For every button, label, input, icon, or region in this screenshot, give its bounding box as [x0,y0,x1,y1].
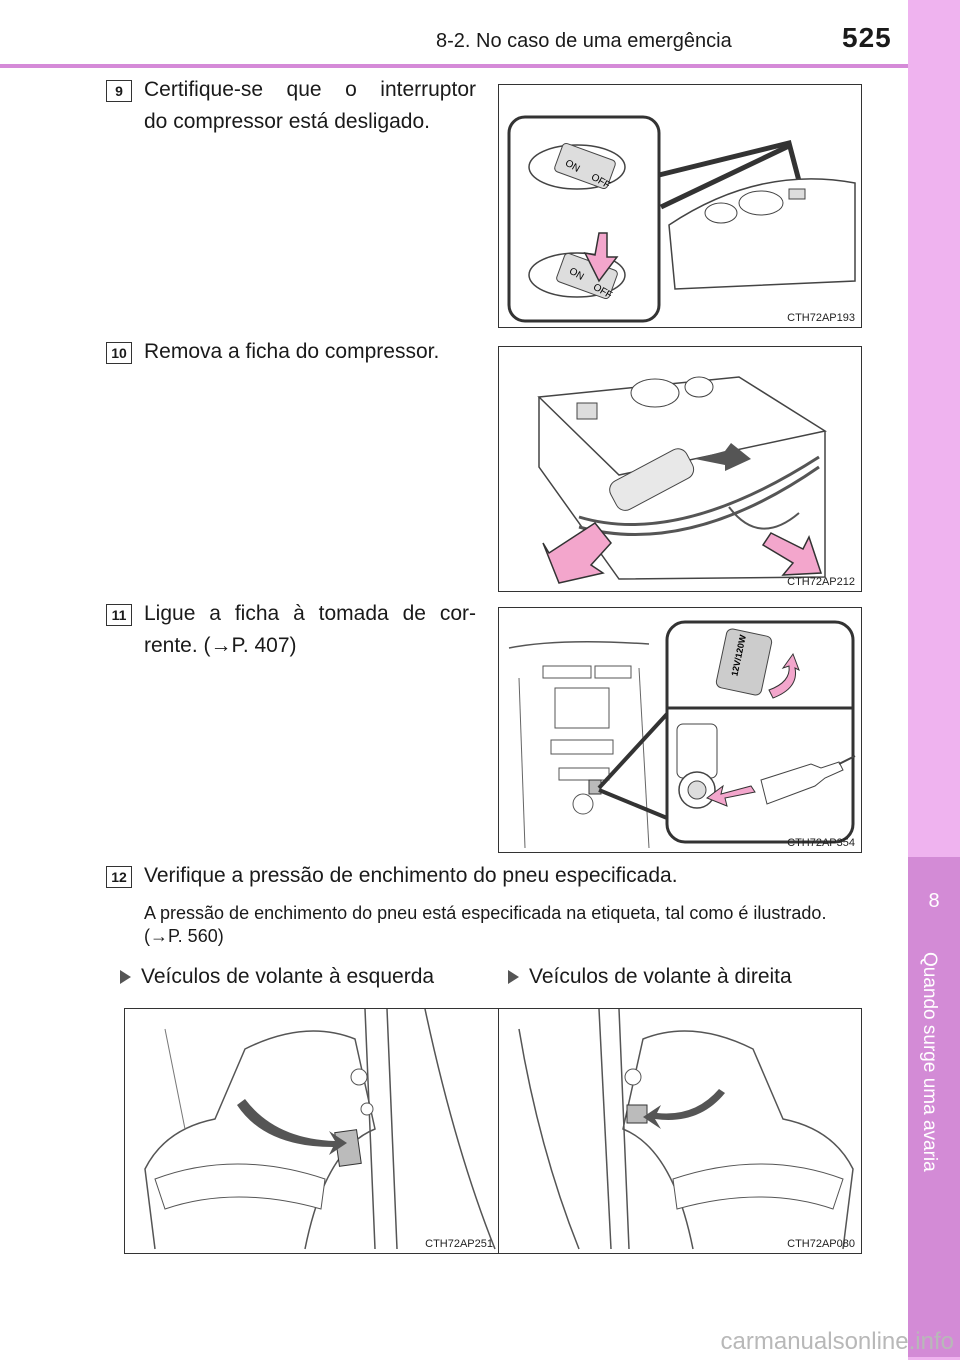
page-number: 525 [842,22,892,53]
figure-right-hand-drive-label [498,1008,862,1254]
figure-code-193: CTH72AP193 [787,312,855,324]
pull-arrow-right-icon [763,533,821,575]
subhead-left-hand-drive [120,965,434,989]
header-divider [0,64,908,68]
step-11-line-2: rente. (→P. 407) [144,634,297,657]
figure-code-212: CTH72AP212 [787,576,855,588]
step-11-text [144,598,476,662]
chapter-number: 8 [928,890,940,912]
step-10-line-1: Remova a ficha do compressor. [144,340,440,363]
step-12-note: A pressão de enchimento do pneu está especificada na etiqueta, tal como é ilustrado. (→P. 560) [144,903,827,946]
step-12-text [144,860,678,892]
section-title: 8-2. No caso de uma emergência [436,30,732,52]
step-12-line-1: Verifique a pressão de enchimento do pneu especificada. [144,864,678,887]
subhead-right-hand-drive [508,965,792,989]
remove-plug-illustration [499,347,862,592]
bullet-triangle-icon [508,970,519,984]
figure-left-hand-drive-label [124,1008,500,1254]
bullet-triangle-icon [120,970,131,984]
watermark: carmanualsonline.info [720,1328,954,1355]
subhead-right-label: Veículos de volante à direita [529,965,792,988]
figure-code-080: CTH72AP080 [787,1238,855,1250]
step-10-text [144,336,439,368]
step-number-9: 9 [106,80,132,102]
step-9-line-1: Certifique-se que o interruptor [144,78,476,101]
right-door-pillar-illustration [499,1009,862,1254]
figure-code-251: CTH72AP251 [425,1238,493,1250]
pull-arrow-left-icon [543,523,611,583]
switch-on-label-top: ON [563,157,582,175]
left-door-pillar-illustration [125,1009,500,1254]
step-number-11: 11 [106,604,132,626]
step-9-text [144,74,476,138]
switch-off-label-top: OFF [589,171,612,192]
figure-compressor-switch [498,84,862,328]
compressor-switch-illustration [499,85,862,328]
socket-cap-label: 12V/120W [729,633,748,678]
figure-power-outlet [498,607,862,853]
subhead-left-label: Veículos de volante à esquerda [141,965,435,988]
switch-on-label-bottom: ON [567,265,586,283]
power-outlet-illustration [499,608,862,853]
step-number-12: 12 [106,866,132,888]
figure-code-354: CTH72AP354 [787,837,855,849]
chapter-title: Quando surge uma avaria [919,952,940,1172]
switch-off-label-bottom: OFF [591,281,614,302]
step-number-10: 10 [106,342,132,364]
figure-remove-plug [498,346,862,592]
step-9-line-2: do compressor está desligado. [144,110,430,133]
step-11-line-1: Ligue a ficha à tomada de cor- [144,602,476,625]
